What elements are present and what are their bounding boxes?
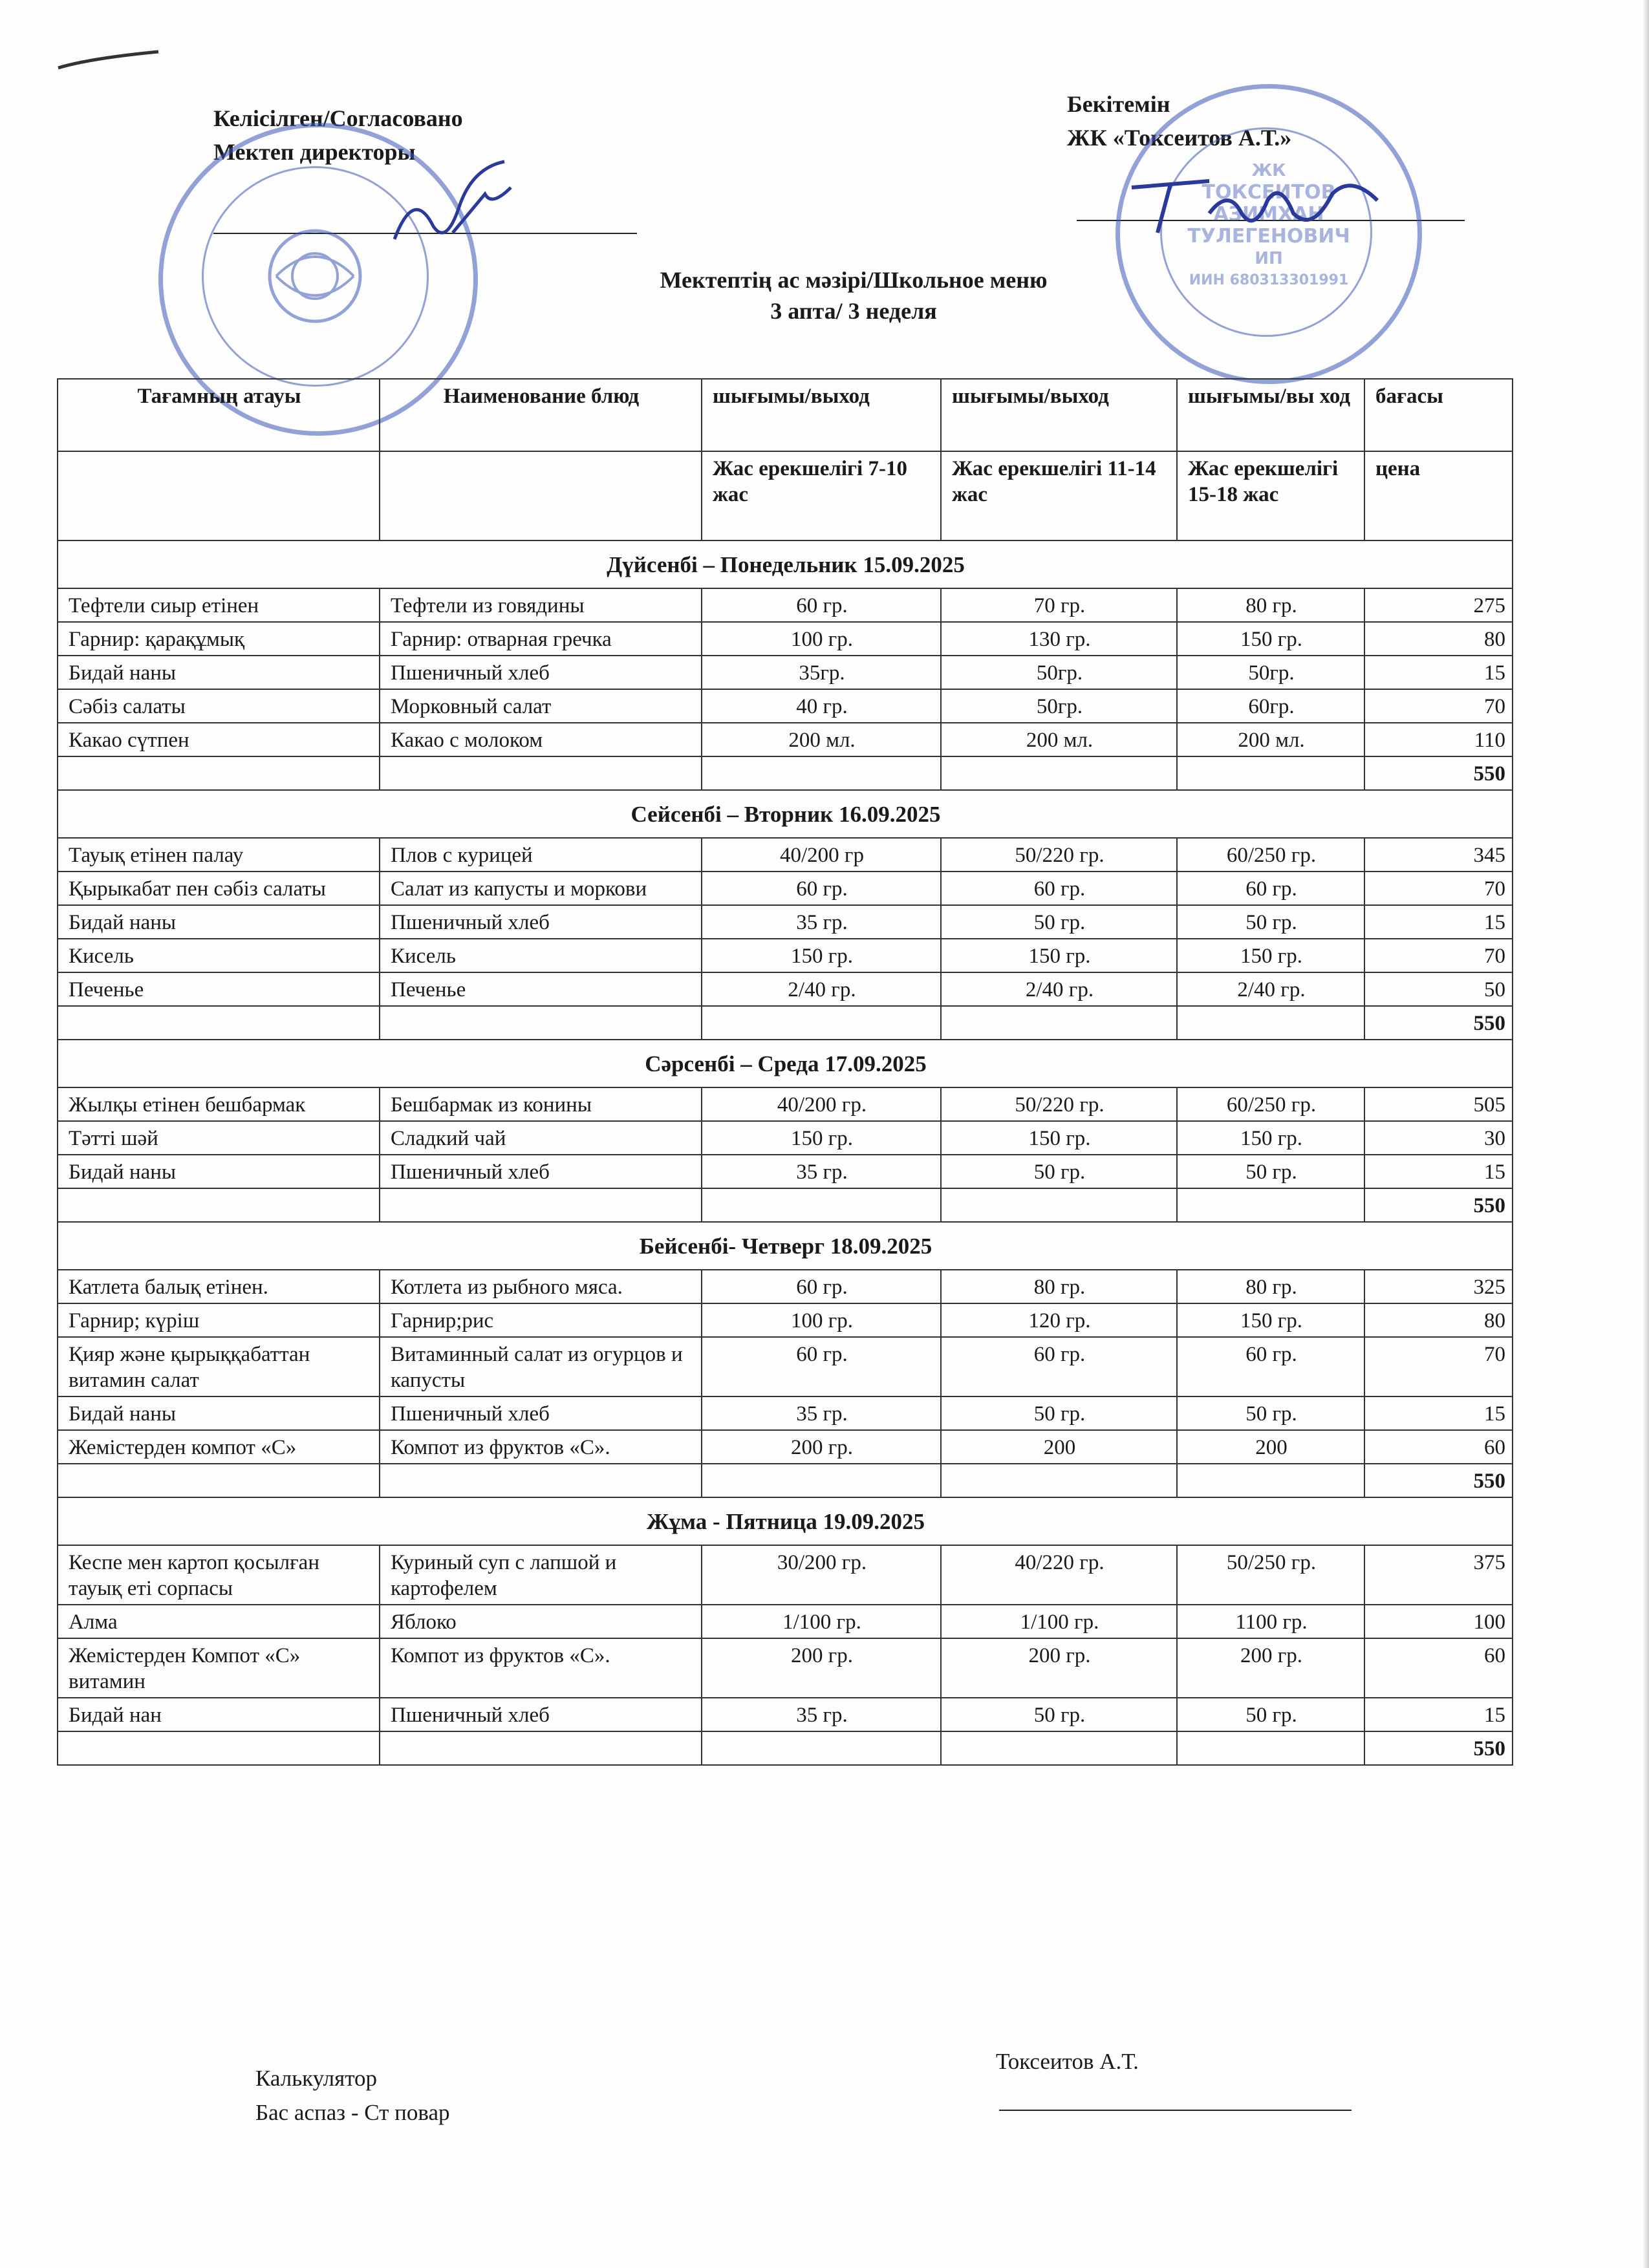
dish-name-ru: Компот из фруктов «С». bbox=[380, 1430, 702, 1464]
empty-cell bbox=[380, 756, 702, 790]
output-11-14: 80 гр. bbox=[941, 1270, 1177, 1303]
dish-name-kz: Кисель bbox=[58, 939, 380, 972]
output-7-10: 150 гр. bbox=[702, 1121, 941, 1155]
output-11-14: 70 гр. bbox=[941, 588, 1177, 622]
dish-name-ru: Гарнир;рис bbox=[380, 1303, 702, 1337]
price: 70 bbox=[1364, 689, 1513, 723]
output-15-18: 200 гр. bbox=[1177, 1638, 1364, 1698]
day-title: Сәрсенбі – Среда 17.09.2025 bbox=[58, 1040, 1513, 1087]
table-row bbox=[58, 1430, 1513, 1464]
empty-cell bbox=[58, 1006, 380, 1040]
dish-name-kz: Бидай нан bbox=[58, 1698, 380, 1731]
day-title: Сейсенбі – Вторник 16.09.2025 bbox=[58, 790, 1513, 838]
dish-name-kz: Тефтели сиыр етінен bbox=[58, 588, 380, 622]
table-row bbox=[58, 872, 1513, 905]
header-age-2: Жас ерекшелігі 11-14 жас bbox=[941, 451, 1177, 540]
dish-name-kz: Алма bbox=[58, 1605, 380, 1638]
dish-name-kz: Қырыкабат пен сәбіз салаты bbox=[58, 872, 380, 905]
table-row bbox=[58, 905, 1513, 939]
total-row bbox=[58, 1464, 1513, 1497]
day-header-row bbox=[58, 1040, 1513, 1087]
table-row bbox=[58, 838, 1513, 872]
output-15-18: 150 гр. bbox=[1177, 939, 1364, 972]
output-11-14: 50 гр. bbox=[941, 1698, 1177, 1731]
menu-body bbox=[58, 540, 1513, 1765]
output-11-14: 40/220 гр. bbox=[941, 1545, 1177, 1605]
dish-name-kz: Какао сүтпен bbox=[58, 723, 380, 756]
dish-name-kz: Тәтті шәй bbox=[58, 1121, 380, 1155]
price: 325 bbox=[1364, 1270, 1513, 1303]
day-title: Бейсенбі- Четверг 18.09.2025 bbox=[58, 1222, 1513, 1270]
dish-name-kz: Жемістерден Компот «С» витамин bbox=[58, 1638, 380, 1698]
output-15-18: 50 гр. bbox=[1177, 1396, 1364, 1430]
dish-name-kz: Катлета балық етінен. bbox=[58, 1270, 380, 1303]
output-15-18: 50 гр. bbox=[1177, 905, 1364, 939]
price: 50 bbox=[1364, 972, 1513, 1006]
empty-cell bbox=[941, 1188, 1177, 1222]
empty-cell bbox=[702, 1731, 941, 1765]
dish-name-kz: Жемістерден компот «С» bbox=[58, 1430, 380, 1464]
price: 375 bbox=[1364, 1545, 1513, 1605]
total-row bbox=[58, 1188, 1513, 1222]
output-7-10: 200 мл. bbox=[702, 723, 941, 756]
table-row bbox=[58, 1337, 1513, 1396]
dish-name-ru: Морковный салат bbox=[380, 689, 702, 723]
day-total: 550 bbox=[1364, 1464, 1513, 1497]
header-blank bbox=[58, 451, 380, 540]
price: 60 bbox=[1364, 1430, 1513, 1464]
day-total: 550 bbox=[1364, 756, 1513, 790]
empty-cell bbox=[1177, 1464, 1364, 1497]
empty-cell bbox=[941, 1464, 1177, 1497]
output-11-14: 130 гр. bbox=[941, 622, 1177, 656]
table-row bbox=[58, 1605, 1513, 1638]
header-output-1: шығымы/выход bbox=[702, 379, 941, 451]
price: 15 bbox=[1364, 656, 1513, 689]
output-15-18: 200 bbox=[1177, 1430, 1364, 1464]
output-7-10: 40/200 гр. bbox=[702, 1087, 941, 1121]
output-11-14: 200 гр. bbox=[941, 1638, 1177, 1698]
header-output-2: шығымы/выход bbox=[941, 379, 1177, 451]
output-7-10: 200 гр. bbox=[702, 1638, 941, 1698]
dish-name-ru: Кисель bbox=[380, 939, 702, 972]
output-7-10: 200 гр. bbox=[702, 1430, 941, 1464]
header-price-kz: бағасы bbox=[1364, 379, 1513, 451]
price: 15 bbox=[1364, 1155, 1513, 1188]
output-15-18: 60 гр. bbox=[1177, 1337, 1364, 1396]
table-row bbox=[58, 1087, 1513, 1121]
output-7-10: 40 гр. bbox=[702, 689, 941, 723]
output-11-14: 50 гр. bbox=[941, 905, 1177, 939]
dish-name-kz: Гарнир: қарақұмық bbox=[58, 622, 380, 656]
scan-edge-shadow bbox=[1643, 0, 1649, 2268]
empty-cell bbox=[58, 1464, 380, 1497]
header-age-1: Жас ерекшелігі 7-10 жас bbox=[702, 451, 941, 540]
total-row bbox=[58, 1731, 1513, 1765]
dish-name-ru: Пшеничный хлеб bbox=[380, 905, 702, 939]
empty-cell bbox=[1177, 1188, 1364, 1222]
empty-cell bbox=[941, 1006, 1177, 1040]
table-header-row bbox=[58, 379, 1513, 451]
table-row bbox=[58, 723, 1513, 756]
empty-cell bbox=[380, 1188, 702, 1222]
table-row bbox=[58, 1121, 1513, 1155]
day-header-row bbox=[58, 540, 1513, 588]
dish-name-ru: Пшеничный хлеб bbox=[380, 656, 702, 689]
day-header-row bbox=[58, 790, 1513, 838]
dish-name-ru: Салат из капусты и моркови bbox=[380, 872, 702, 905]
dish-name-kz: Бидай наны bbox=[58, 1396, 380, 1430]
output-7-10: 1/100 гр. bbox=[702, 1605, 941, 1638]
output-7-10: 35 гр. bbox=[702, 905, 941, 939]
output-15-18: 50 гр. bbox=[1177, 1155, 1364, 1188]
output-15-18: 2/40 гр. bbox=[1177, 972, 1364, 1006]
page-subtitle: 3 апта/ 3 неделя bbox=[770, 298, 937, 324]
output-15-18: 80 гр. bbox=[1177, 588, 1364, 622]
day-header-row bbox=[58, 1222, 1513, 1270]
price: 110 bbox=[1364, 723, 1513, 756]
dish-name-kz: Кеспе мен картоп қосылған тауық еті сорпасы bbox=[58, 1545, 380, 1605]
dish-name-ru: Пшеничный хлеб bbox=[380, 1396, 702, 1430]
dish-name-ru: Витаминный салат из огурцов и капусты bbox=[380, 1337, 702, 1396]
output-15-18: 80 гр. bbox=[1177, 1270, 1364, 1303]
price: 80 bbox=[1364, 1303, 1513, 1337]
price: 15 bbox=[1364, 905, 1513, 939]
output-15-18: 60/250 гр. bbox=[1177, 838, 1364, 872]
day-header-row bbox=[58, 1497, 1513, 1545]
output-15-18: 60гр. bbox=[1177, 689, 1364, 723]
dish-name-kz: Бидай наны bbox=[58, 1155, 380, 1188]
output-11-14: 50/220 гр. bbox=[941, 838, 1177, 872]
header-output-3: шығымы/вы ход bbox=[1177, 379, 1364, 451]
dish-name-kz: Тауық етінен палау bbox=[58, 838, 380, 872]
stamp-text-line: ИП bbox=[1255, 249, 1283, 268]
empty-cell bbox=[58, 1731, 380, 1765]
output-7-10: 60 гр. bbox=[702, 1270, 941, 1303]
empty-cell bbox=[380, 1006, 702, 1040]
dish-name-ru: Сладкий чай bbox=[380, 1121, 702, 1155]
empty-cell bbox=[702, 1464, 941, 1497]
day-total: 550 bbox=[1364, 1188, 1513, 1222]
output-7-10: 2/40 гр. bbox=[702, 972, 941, 1006]
output-7-10: 100 гр. bbox=[702, 622, 941, 656]
dish-name-kz: Жылқы етінен бешбармак bbox=[58, 1087, 380, 1121]
output-15-18: 150 гр. bbox=[1177, 1303, 1364, 1337]
stamp-text-line: АЗИМХАН bbox=[1213, 203, 1324, 226]
approve-right-label: Бекітемін bbox=[1067, 91, 1170, 117]
table-row bbox=[58, 1270, 1513, 1303]
output-15-18: 200 мл. bbox=[1177, 723, 1364, 756]
stamp-text-line: ИИН 680313301991 bbox=[1189, 272, 1349, 288]
output-15-18: 150 гр. bbox=[1177, 1121, 1364, 1155]
header-name-ru: Наименование блюд bbox=[380, 379, 702, 451]
total-row bbox=[58, 756, 1513, 790]
dish-name-ru: Куриный суп с лапшой и картофелем bbox=[380, 1545, 702, 1605]
output-11-14: 200 мл. bbox=[941, 723, 1177, 756]
dish-name-ru: Компот из фруктов «С». bbox=[380, 1638, 702, 1698]
output-11-14: 60 гр. bbox=[941, 1337, 1177, 1396]
pen-stroke-mark bbox=[52, 39, 168, 78]
price: 60 bbox=[1364, 1638, 1513, 1698]
output-7-10: 60 гр. bbox=[702, 1337, 941, 1396]
output-11-14: 50 гр. bbox=[941, 1396, 1177, 1430]
empty-cell bbox=[941, 1731, 1177, 1765]
output-7-10: 35 гр. bbox=[702, 1698, 941, 1731]
price: 100 bbox=[1364, 1605, 1513, 1638]
price: 15 bbox=[1364, 1396, 1513, 1430]
output-11-14: 120 гр. bbox=[941, 1303, 1177, 1337]
output-15-18: 50гр. bbox=[1177, 656, 1364, 689]
output-7-10: 35 гр. bbox=[702, 1396, 941, 1430]
price: 30 bbox=[1364, 1121, 1513, 1155]
header-price-ru: цена bbox=[1364, 451, 1513, 540]
output-15-18: 50/250 гр. bbox=[1177, 1545, 1364, 1605]
output-11-14: 150 гр. bbox=[941, 939, 1177, 972]
dish-name-kz: Гарнир; күріш bbox=[58, 1303, 380, 1337]
empty-cell bbox=[58, 1188, 380, 1222]
footer-signature-line bbox=[999, 2110, 1352, 2111]
output-7-10: 40/200 гр bbox=[702, 838, 941, 872]
empty-cell bbox=[941, 756, 1177, 790]
output-7-10: 100 гр. bbox=[702, 1303, 941, 1337]
day-total: 550 bbox=[1364, 1006, 1513, 1040]
table-row bbox=[58, 1396, 1513, 1430]
table-row bbox=[58, 1698, 1513, 1731]
output-11-14: 150 гр. bbox=[941, 1121, 1177, 1155]
header-age-3: Жас ерекшелігі 15-18 жас bbox=[1177, 451, 1364, 540]
empty-cell bbox=[1177, 1731, 1364, 1765]
ip-signature bbox=[1119, 162, 1390, 239]
output-15-18: 150 гр. bbox=[1177, 622, 1364, 656]
dish-name-ru: Плов с курицей bbox=[380, 838, 702, 872]
empty-cell bbox=[1177, 756, 1364, 790]
output-7-10: 35гр. bbox=[702, 656, 941, 689]
dish-name-ru: Какао с молоком bbox=[380, 723, 702, 756]
table-row bbox=[58, 1638, 1513, 1698]
day-title: Дүйсенбі – Понедельник 15.09.2025 bbox=[58, 540, 1513, 588]
output-11-14: 200 bbox=[941, 1430, 1177, 1464]
stamp-text-line: ЖК bbox=[1251, 161, 1286, 180]
director-signature bbox=[375, 149, 530, 252]
table-row bbox=[58, 1155, 1513, 1188]
output-11-14: 50гр. bbox=[941, 656, 1177, 689]
table-header-row bbox=[58, 451, 1513, 540]
price: 70 bbox=[1364, 939, 1513, 972]
price: 505 bbox=[1364, 1087, 1513, 1121]
empty-cell bbox=[380, 1731, 702, 1765]
dish-name-ru: Печенье bbox=[380, 972, 702, 1006]
output-15-18: 1100 гр. bbox=[1177, 1605, 1364, 1638]
output-11-14: 60 гр. bbox=[941, 872, 1177, 905]
price: 15 bbox=[1364, 1698, 1513, 1731]
table-row bbox=[58, 939, 1513, 972]
dish-name-ru: Котлета из рыбного мяса. bbox=[380, 1270, 702, 1303]
table-row bbox=[58, 656, 1513, 689]
stamp-text-line: ТУЛЕГЕНОВИЧ bbox=[1187, 225, 1350, 248]
dish-name-ru: Гарнир: отварная гречка bbox=[380, 622, 702, 656]
dish-name-kz: Бидай наны bbox=[58, 905, 380, 939]
table-row bbox=[58, 1545, 1513, 1605]
output-15-18: 60 гр. bbox=[1177, 872, 1364, 905]
empty-cell bbox=[702, 1188, 941, 1222]
dish-name-kz: Печенье bbox=[58, 972, 380, 1006]
output-11-14: 50гр. bbox=[941, 689, 1177, 723]
empty-cell bbox=[702, 1006, 941, 1040]
page-title: Мектептің ас мәзірі/Школьное меню bbox=[660, 267, 1048, 293]
empty-cell bbox=[58, 756, 380, 790]
dish-name-ru: Яблоко bbox=[380, 1605, 702, 1638]
dish-name-kz: Қияр және қырыққабаттан витамин салат bbox=[58, 1337, 380, 1396]
director-label: Мектеп директоры bbox=[213, 139, 416, 165]
output-15-18: 50 гр. bbox=[1177, 1698, 1364, 1731]
price: 345 bbox=[1364, 838, 1513, 872]
ip-name-label: ЖК «Токсеитов А.Т.» bbox=[1067, 125, 1292, 151]
output-11-14: 50 гр. bbox=[941, 1155, 1177, 1188]
empty-cell bbox=[1177, 1006, 1364, 1040]
price: 70 bbox=[1364, 872, 1513, 905]
total-row bbox=[58, 1006, 1513, 1040]
header-name-kz: Тағамның атауы bbox=[58, 379, 380, 451]
day-title: Жұма - Пятница 19.09.2025 bbox=[58, 1497, 1513, 1545]
table-row bbox=[58, 1303, 1513, 1337]
output-11-14: 2/40 гр. bbox=[941, 972, 1177, 1006]
output-7-10: 35 гр. bbox=[702, 1155, 941, 1188]
output-11-14: 50/220 гр. bbox=[941, 1087, 1177, 1121]
output-7-10: 60 гр. bbox=[702, 872, 941, 905]
header-blank bbox=[380, 451, 702, 540]
empty-cell bbox=[380, 1464, 702, 1497]
footer-signer-name: Токсеитов А.Т. bbox=[996, 2049, 1139, 2074]
menu-table bbox=[57, 378, 1513, 1766]
dish-name-ru: Пшеничный хлеб bbox=[380, 1698, 702, 1731]
table-row bbox=[58, 622, 1513, 656]
day-total: 550 bbox=[1364, 1731, 1513, 1765]
dish-name-ru: Тефтели из говядины bbox=[380, 588, 702, 622]
approval-left-label: Келісілген/Согласовано bbox=[213, 105, 463, 131]
output-15-18: 60/250 гр. bbox=[1177, 1087, 1364, 1121]
dish-name-kz: Бидай наны bbox=[58, 656, 380, 689]
dish-name-ru: Пшеничный хлеб bbox=[380, 1155, 702, 1188]
output-11-14: 1/100 гр. bbox=[941, 1605, 1177, 1638]
dish-name-ru: Бешбармак из конины bbox=[380, 1087, 702, 1121]
dish-name-kz: Сәбіз салаты bbox=[58, 689, 380, 723]
table-row bbox=[58, 689, 1513, 723]
footer-calculator-label: Калькулятор bbox=[255, 2066, 378, 2091]
price: 275 bbox=[1364, 588, 1513, 622]
footer-chef-label: Бас аспаз - Ст повар bbox=[255, 2100, 450, 2125]
price: 80 bbox=[1364, 622, 1513, 656]
empty-cell bbox=[702, 756, 941, 790]
stamp-text-line: ТОКСЕИТОВ bbox=[1202, 181, 1336, 204]
table-row bbox=[58, 588, 1513, 622]
price: 70 bbox=[1364, 1337, 1513, 1396]
output-7-10: 150 гр. bbox=[702, 939, 941, 972]
table-row bbox=[58, 972, 1513, 1006]
output-7-10: 60 гр. bbox=[702, 588, 941, 622]
output-7-10: 30/200 гр. bbox=[702, 1545, 941, 1605]
